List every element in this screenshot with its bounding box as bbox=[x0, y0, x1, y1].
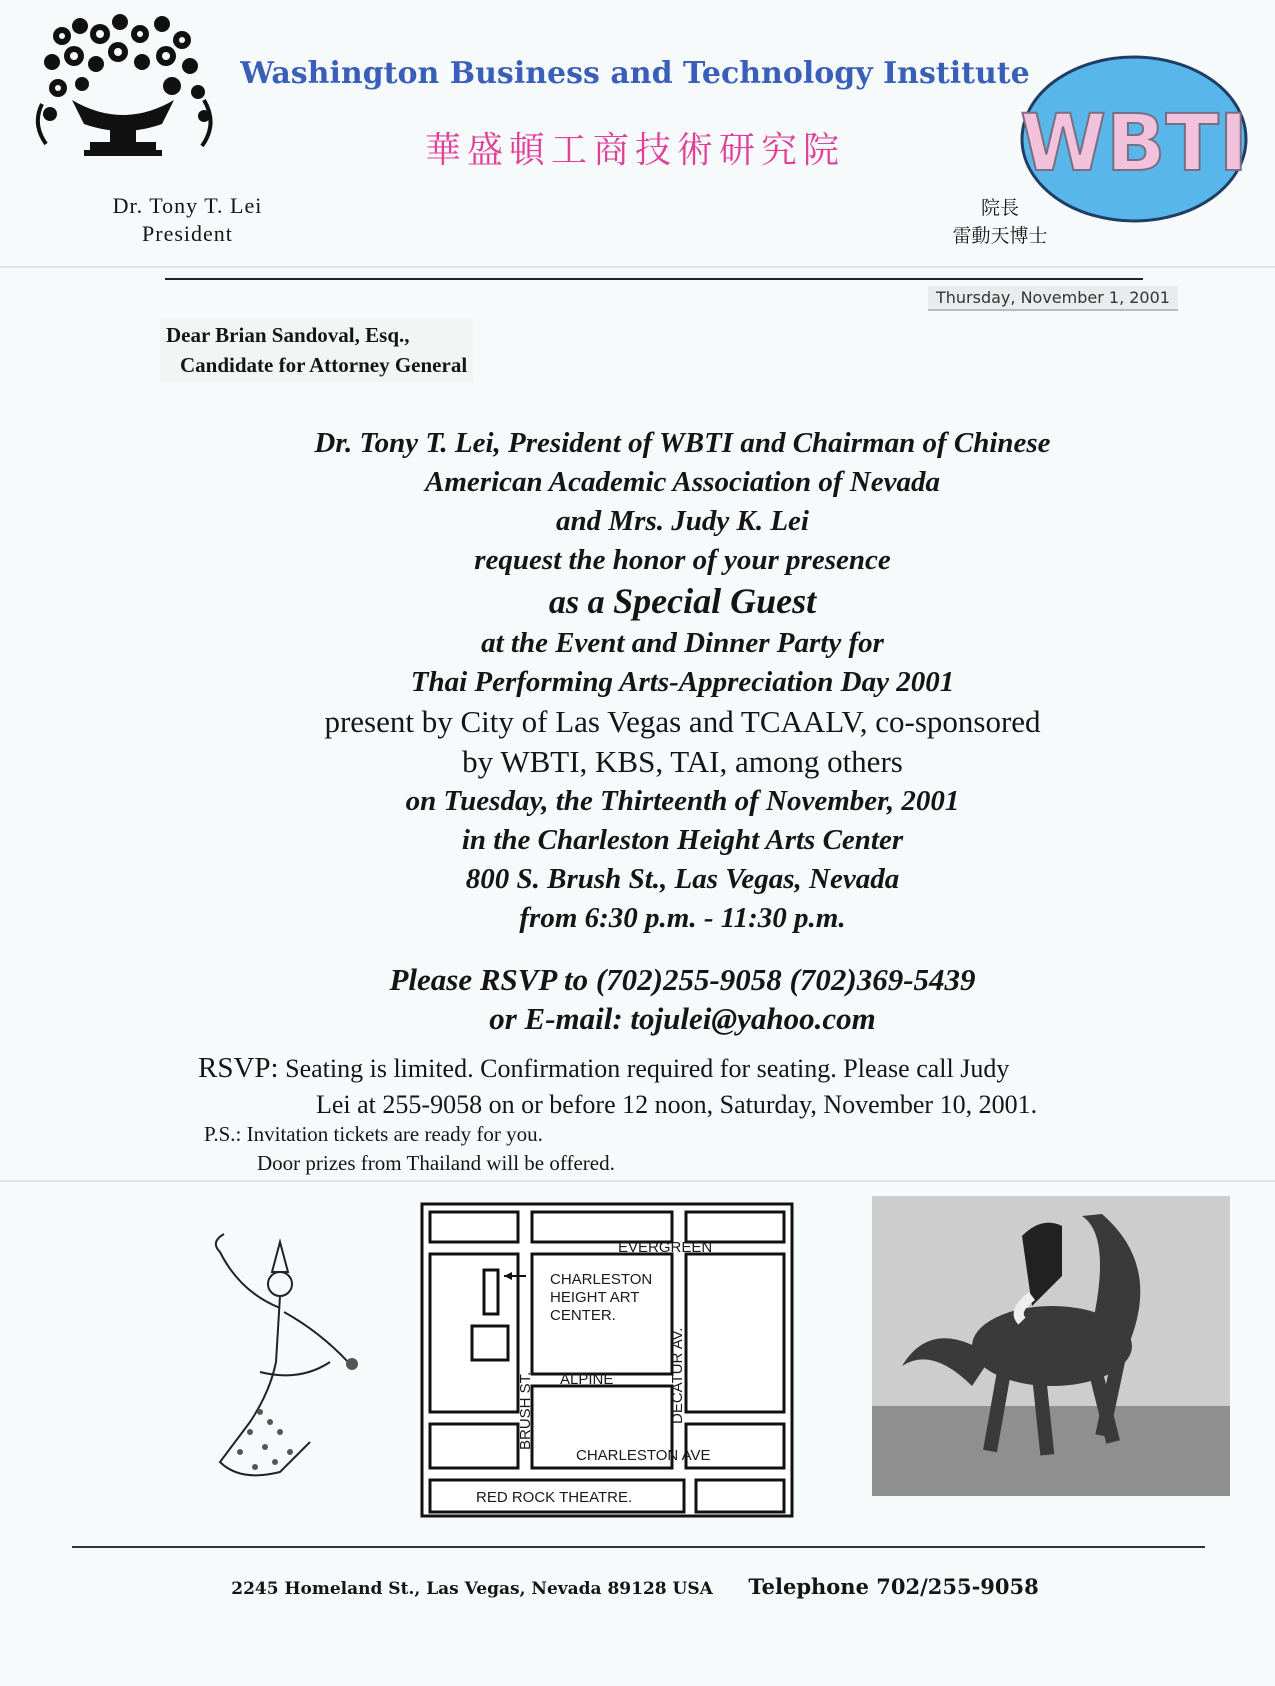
special-guest-emphasis: Special Guest bbox=[613, 581, 817, 621]
rsvp-note-line-1: Seating is limited. Confirmation required for seating. Please call Judy bbox=[285, 1054, 1010, 1083]
map-label-center: CHARLESTON bbox=[550, 1271, 653, 1288]
footer-address: 2245 Homeland St., Las Vegas, Nevada 89128 USA bbox=[231, 1579, 713, 1599]
horse-rider-photo bbox=[872, 1196, 1230, 1496]
map-label-evergreen: EVERGREEN bbox=[618, 1239, 713, 1256]
president-signature-block bbox=[100, 192, 275, 248]
footer-telephone: Telephone 702/255-9058 bbox=[748, 1574, 1039, 1599]
special-guest-line bbox=[115, 580, 1250, 624]
footer bbox=[160, 1574, 1110, 1599]
map-label-charleston: CHARLESTON AVE bbox=[576, 1447, 711, 1464]
map-label-center: HEIGHT ART bbox=[550, 1289, 640, 1306]
chinese-title-block bbox=[930, 194, 1070, 250]
invitation-line: from 6:30 p.m. - 11:30 p.m. bbox=[519, 902, 846, 934]
thai-dancer-illustration bbox=[180, 1212, 380, 1512]
footer-divider bbox=[72, 1546, 1205, 1548]
institute-name: Washington Business and Technology Institute bbox=[240, 56, 1030, 91]
location-map bbox=[420, 1202, 794, 1518]
invitation-line: Thai Performing Arts-Appreciation Day 2001 bbox=[410, 666, 955, 698]
president-title: President bbox=[142, 221, 233, 246]
invitation-line: Dr. Tony T. Lei, President of WBTI and Chairman of Chinese bbox=[314, 427, 1051, 459]
invitation-line: present by City of Las Vegas and TCAALV, co-sponsored bbox=[324, 704, 1041, 739]
chinese-name: 雷動天博士 bbox=[952, 225, 1048, 247]
chinese-title: 院長 bbox=[980, 197, 1019, 219]
recipient-block bbox=[160, 318, 473, 382]
invitation-line: at the Event and Dinner Party for bbox=[481, 627, 884, 659]
invitation-line: 800 S. Brush St., Las Vegas, Nevada bbox=[465, 863, 900, 895]
ps-line-1: Invitation tickets are ready for you. bbox=[246, 1122, 543, 1146]
map-label-theatre: RED ROCK THEATRE. bbox=[476, 1489, 633, 1506]
flower-basket-logo bbox=[22, 4, 224, 170]
recipient-line-1: Dear Brian Sandoval, Esq., bbox=[166, 323, 410, 347]
invitation-line: on Tuesday, the Thirteenth of November, 2001 bbox=[405, 785, 960, 817]
special-guest-prefix: as a bbox=[548, 584, 614, 621]
invitation-line: in the Charleston Height Arts Center bbox=[461, 824, 904, 856]
recipient-line-2: Candidate for Attorney General bbox=[180, 353, 468, 377]
invitation-line: request the honor of your presence bbox=[474, 544, 891, 576]
map-label-brush: BRUSH ST. bbox=[517, 1371, 534, 1450]
header-divider bbox=[165, 278, 1143, 280]
rsvp-note bbox=[198, 1050, 1158, 1123]
invitation-line: and Mrs. Judy K. Lei bbox=[556, 505, 809, 537]
invitation-body bbox=[115, 424, 1250, 1038]
rsvp-phone-line: Please RSVP to (702)255-9058 (702)369-5439 bbox=[389, 962, 976, 997]
letter-date: Thursday, November 1, 2001 bbox=[928, 286, 1178, 311]
postscript bbox=[204, 1120, 804, 1178]
map-label-center: CENTER. bbox=[550, 1307, 616, 1324]
ps-line-2: Door prizes from Thailand will be offered. bbox=[257, 1151, 615, 1175]
invitation-line: American Academic Association of Nevada bbox=[425, 466, 940, 498]
map-label-alpine: ALPINE bbox=[560, 1371, 614, 1388]
ps-label: P.S.: bbox=[204, 1122, 242, 1146]
rsvp-email-line: or E-mail: tojulei@yahoo.com bbox=[489, 1001, 876, 1036]
rsvp-label: RSVP: bbox=[198, 1052, 279, 1084]
institute-name-chinese: 華盛頓工商技術研究院 bbox=[424, 130, 845, 171]
fold-crease bbox=[0, 266, 1275, 268]
svg-text:WBTI: WBTI bbox=[1020, 99, 1248, 189]
invitation-line: by WBTI, KBS, TAI, among others bbox=[462, 744, 903, 779]
map-label-decatur: DECATUR AV. bbox=[669, 1327, 686, 1424]
president-name: Dr. Tony T. Lei bbox=[112, 193, 263, 218]
rsvp-note-line-2: Lei at 255-9058 on or before 12 noon, Saturday, November 10, 2001. bbox=[316, 1090, 1038, 1119]
fold-crease bbox=[0, 1180, 1275, 1182]
